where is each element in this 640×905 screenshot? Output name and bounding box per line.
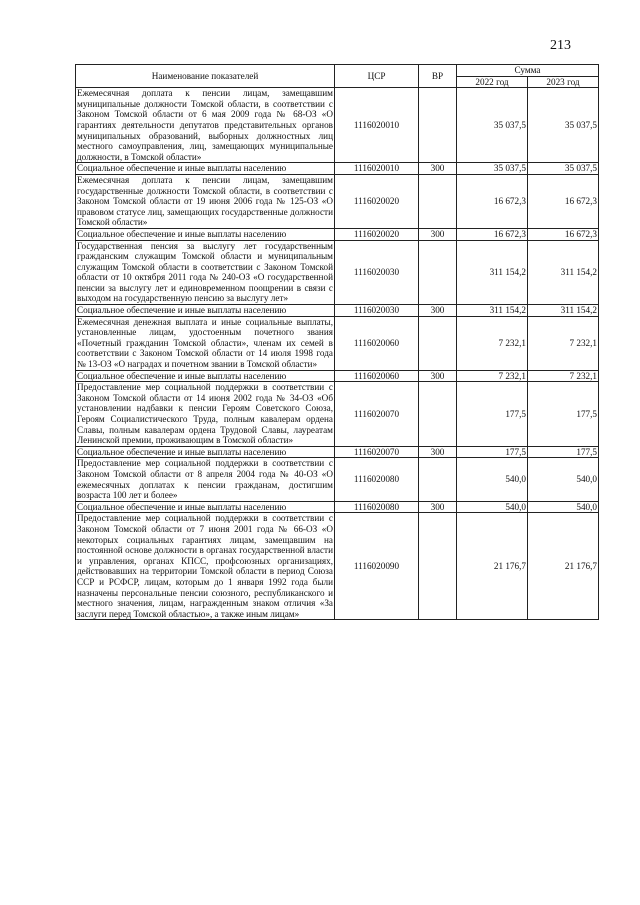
row-vr: 300 <box>419 228 457 240</box>
row-sum-2022: 177,5 <box>457 382 528 447</box>
table-row <box>76 501 599 513</box>
row-sum-2023: 540,0 <box>528 458 599 501</box>
table-row <box>76 305 599 317</box>
row-csr: 1116020080 <box>335 458 419 501</box>
row-name: Социальное обеспечение и иные выплаты населению <box>76 305 335 317</box>
table-header <box>76 65 599 88</box>
row-csr: 1116020060 <box>335 316 419 370</box>
row-vr: 300 <box>419 163 457 175</box>
row-sum-2022: 35 037,5 <box>457 88 528 163</box>
row-csr: 1116020020 <box>335 228 419 240</box>
row-name: Социальное обеспечение и иные выплаты населению <box>76 228 335 240</box>
row-sum-2023: 35 037,5 <box>528 163 599 175</box>
row-sum-2022: 540,0 <box>457 501 528 513</box>
row-name: Ежемесячная денежная выплата и иные социальные выплаты, установленные лицам, удостоенным почетного звания «Почетный гражданин Томской области», членам их семей в соответствии с Законом Томской области от 14 июля 1998 года № 13-ОЗ «О наградах и почетном звании в Томской области» <box>77 316 333 370</box>
row-csr: 1116020010 <box>335 88 419 163</box>
row-sum-2022: 16 672,3 <box>457 174 528 228</box>
row-sum-2022: 7 232,1 <box>457 316 528 370</box>
row-name: Предоставление мер социальной поддержки в соответствии с Законом Томской области от 14 июня 2002 года № 34-ОЗ «Об установлении надбавки к пенсии Героям Советского Союза, Героям Социалистического Труда, полным кавалерам ордена Славы, полным кавалерам ордена Трудовой Славы, лауреатам Ленинской премии, проживающим в Томской области» <box>77 382 333 446</box>
row-sum-2023: 177,5 <box>528 446 599 458</box>
page-number: 213 <box>550 38 571 53</box>
row-sum-2023: 7 232,1 <box>528 316 599 370</box>
row-sum-2023: 177,5 <box>528 382 599 447</box>
header-csr: ЦСР <box>335 65 419 88</box>
row-csr: 1116020070 <box>335 446 419 458</box>
table-row <box>76 174 599 228</box>
row-vr <box>419 240 457 305</box>
row-csr: 1116020060 <box>335 370 419 382</box>
row-sum-2023: 21 176,7 <box>528 513 599 620</box>
row-sum-2023: 311 154,2 <box>528 305 599 317</box>
row-sum-2023: 35 037,5 <box>528 88 599 163</box>
row-vr <box>419 458 457 501</box>
row-csr: 1116020010 <box>335 163 419 175</box>
row-sum-2023: 16 672,3 <box>528 228 599 240</box>
row-vr: 300 <box>419 305 457 317</box>
header-sum: Сумма <box>457 65 599 77</box>
row-csr: 1116020090 <box>335 513 419 620</box>
table-row <box>76 446 599 458</box>
table-row <box>76 458 599 501</box>
row-vr: 300 <box>419 370 457 382</box>
row-sum-2022: 311 154,2 <box>457 305 528 317</box>
row-name: Социальное обеспечение и иные выплаты населению <box>76 370 335 382</box>
row-name: Предоставление мер социальной поддержки в соответствии с Законом Томской области от 8 апреля 2004 года № 40-ОЗ «О ежемесячных доплатах к пенсии гражданам, достигшим возраста 100 лет и более» <box>77 458 333 501</box>
row-name: Ежемесячная доплата к пенсии лицам, замещавшим муниципальные должности Томской области, в соответствии с Законом Томской области от 6 мая 2009 года № 68-ОЗ «О гарантиях деятельности депутатов представительных органов муниципальных образований, выборных должностных лиц местного самоуправления, лиц, замещающих муниципальные должности, в Томской области» <box>77 88 333 162</box>
row-sum-2022: 35 037,5 <box>457 163 528 175</box>
row-sum-2022: 21 176,7 <box>457 513 528 620</box>
row-sum-2022: 540,0 <box>457 458 528 501</box>
row-name: Ежемесячная доплата к пенсии лицам, замещавшим государственные должности Томской области, в соответствии с Законом Томской области от 19 июня 2006 года № 125-ОЗ «О правовом статусе лиц, замещающих государственные должности Томской области» <box>77 174 333 228</box>
row-csr: 1116020070 <box>335 382 419 447</box>
row-sum-2022: 16 672,3 <box>457 228 528 240</box>
header-year-2023: 2023 год <box>528 76 599 88</box>
row-name: Предоставление мер социальной поддержки в соответствии с Законом Томской области от 7 июня 2001 года № 66-ОЗ «О некоторых социальных гарантиях лицам, замещавшим на постоянной основе должности в органах государственной власти и управления, органах КПСС, профсоюзных организациях, действовавших на территории Томской области в период Союза ССР и РСФСР, лицам, которым до 1 января 1992 года были назначены персональные пенсии союзного, республиканского и местного значения, лицам, награжденным знаком отличия «За заслуги перед Томской областью», а также иным лицам» <box>77 513 333 619</box>
row-csr: 1116020080 <box>335 501 419 513</box>
table-row <box>76 316 599 370</box>
table-body <box>76 88 599 620</box>
row-name: Социальное обеспечение и иные выплаты населению <box>76 163 335 175</box>
row-name: Социальное обеспечение и иные выплаты населению <box>76 446 335 458</box>
row-vr <box>419 513 457 620</box>
row-vr: 300 <box>419 501 457 513</box>
table-row <box>76 163 599 175</box>
row-sum-2022: 7 232,1 <box>457 370 528 382</box>
table-row <box>76 88 599 163</box>
row-csr: 1116020030 <box>335 240 419 305</box>
row-name: Государственная пенсия за выслугу лет государственным гражданским служащим Томской области и муниципальным служащим Томской области в соответствии с Законом Томской области от 10 октября 2011 года № 240-ОЗ «О государственной пенсии за выслугу лет и единовременном поощрении в связи с выходом на государственную пенсию за выслугу лет» <box>77 240 333 304</box>
row-vr <box>419 88 457 163</box>
row-sum-2023: 311 154,2 <box>528 240 599 305</box>
table-row <box>76 240 599 305</box>
budget-table <box>75 64 599 620</box>
table-row <box>76 513 599 620</box>
header-name: Наименование показателей <box>76 65 335 88</box>
row-vr <box>419 174 457 228</box>
header-year-2022: 2022 год <box>457 76 528 88</box>
row-sum-2023: 7 232,1 <box>528 370 599 382</box>
table-row <box>76 370 599 382</box>
table-row <box>76 228 599 240</box>
row-csr: 1116020020 <box>335 174 419 228</box>
row-vr <box>419 382 457 447</box>
table-row <box>76 382 599 447</box>
row-vr: 300 <box>419 446 457 458</box>
row-sum-2022: 177,5 <box>457 446 528 458</box>
row-vr <box>419 316 457 370</box>
row-sum-2022: 311 154,2 <box>457 240 528 305</box>
row-csr: 1116020030 <box>335 305 419 317</box>
row-sum-2023: 540,0 <box>528 501 599 513</box>
row-sum-2023: 16 672,3 <box>528 174 599 228</box>
row-name: Социальное обеспечение и иные выплаты населению <box>76 501 335 513</box>
header-vr: ВР <box>419 65 457 88</box>
